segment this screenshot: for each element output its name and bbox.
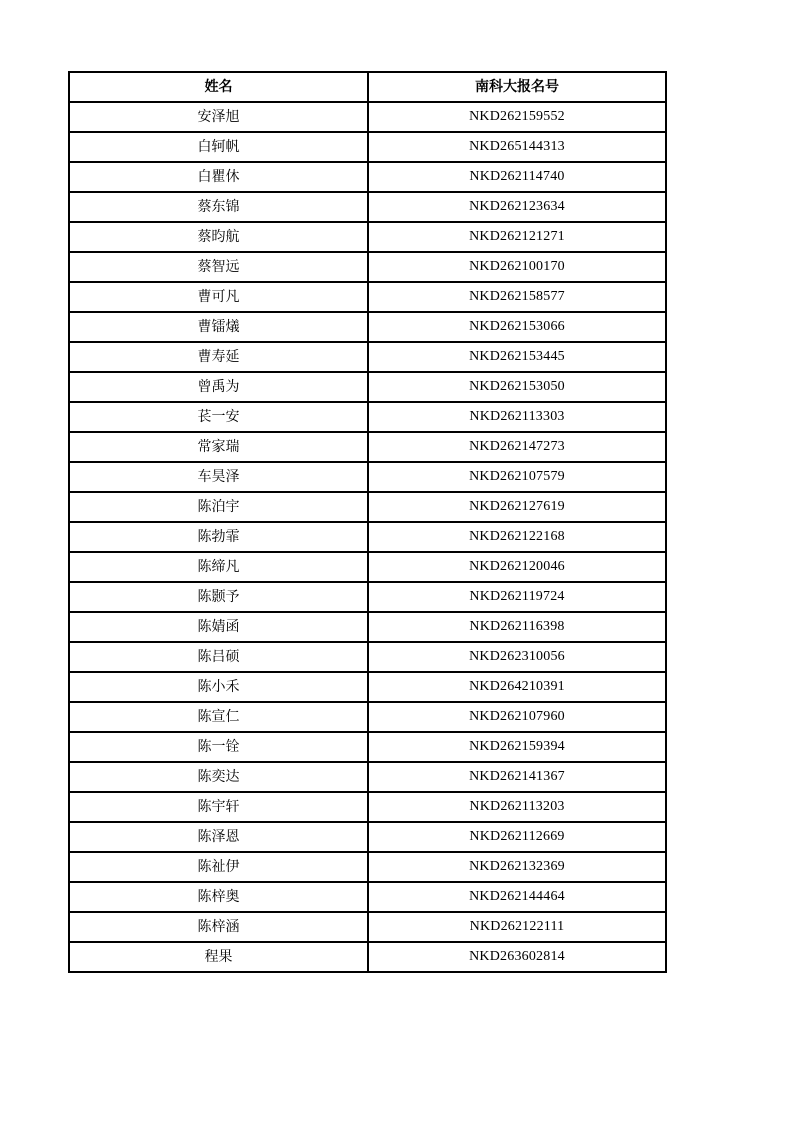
table-row xyxy=(69,252,666,282)
table-row xyxy=(69,672,666,702)
name-cell: 安泽旭 xyxy=(69,102,368,132)
registration-id-cell: NKD262120046 xyxy=(368,552,666,582)
name-cell: 陈吕硕 xyxy=(69,642,368,672)
table-row xyxy=(69,942,666,972)
table-row xyxy=(69,372,666,402)
name-cell: 陈颢予 xyxy=(69,582,368,612)
name-cell: 白瞿休 xyxy=(69,162,368,192)
registration-id-cell: NKD262119724 xyxy=(368,582,666,612)
registration-id-cell: NKD262310056 xyxy=(368,642,666,672)
table-row xyxy=(69,192,666,222)
name-cell: 蔡智远 xyxy=(69,252,368,282)
registration-id-cell: NKD262153445 xyxy=(368,342,666,372)
name-cell: 陈泊宇 xyxy=(69,492,368,522)
enrollment-table xyxy=(68,71,667,973)
table-row xyxy=(69,852,666,882)
name-cell: 陈泽恩 xyxy=(69,822,368,852)
registration-id-cell: NKD262114740 xyxy=(368,162,666,192)
table-row xyxy=(69,102,666,132)
registration-id-cell: NKD265144313 xyxy=(368,132,666,162)
registration-id-cell: NKD262153050 xyxy=(368,372,666,402)
registration-id-cell: NKD262159552 xyxy=(368,102,666,132)
name-cell: 陈一铨 xyxy=(69,732,368,762)
name-cell: 蔡昀航 xyxy=(69,222,368,252)
column-header-registration-id: 南科大报名号 xyxy=(368,72,666,102)
table-row xyxy=(69,702,666,732)
column-header-name: 姓名 xyxy=(69,72,368,102)
registration-id-cell: NKD262147273 xyxy=(368,432,666,462)
name-cell: 陈勃霏 xyxy=(69,522,368,552)
registration-id-cell: NKD262132369 xyxy=(368,852,666,882)
table-row xyxy=(69,282,666,312)
registration-id-cell: NKD262121271 xyxy=(368,222,666,252)
registration-id-cell: NKD262158577 xyxy=(368,282,666,312)
table-row xyxy=(69,762,666,792)
registration-id-cell: NKD262113203 xyxy=(368,792,666,822)
name-cell: 白轲帆 xyxy=(69,132,368,162)
registration-id-cell: NKD262112669 xyxy=(368,822,666,852)
table-row xyxy=(69,342,666,372)
table-row xyxy=(69,132,666,162)
table-row xyxy=(69,792,666,822)
table-row xyxy=(69,462,666,492)
registration-id-cell: NKD262107579 xyxy=(368,462,666,492)
name-cell: 陈宣仁 xyxy=(69,702,368,732)
table-row xyxy=(69,402,666,432)
table-row xyxy=(69,432,666,462)
table-row xyxy=(69,612,666,642)
table-row xyxy=(69,642,666,672)
registration-id-cell: NKD263602814 xyxy=(368,942,666,972)
name-cell: 陈梓涵 xyxy=(69,912,368,942)
table-row xyxy=(69,552,666,582)
name-cell: 陈梓奥 xyxy=(69,882,368,912)
registration-id-cell: NKD262122168 xyxy=(368,522,666,552)
registration-id-cell: NKD262122111 xyxy=(368,912,666,942)
registration-id-cell: NKD264210391 xyxy=(368,672,666,702)
name-cell: 曹可凡 xyxy=(69,282,368,312)
table-row xyxy=(69,882,666,912)
name-cell: 曹寿延 xyxy=(69,342,368,372)
registration-id-cell: NKD262153066 xyxy=(368,312,666,342)
table-row xyxy=(69,222,666,252)
table-row xyxy=(69,522,666,552)
registration-id-cell: NKD262141367 xyxy=(368,762,666,792)
table-row xyxy=(69,822,666,852)
name-cell: 陈缔凡 xyxy=(69,552,368,582)
registration-id-cell: NKD262113303 xyxy=(368,402,666,432)
name-cell: 苌一安 xyxy=(69,402,368,432)
registration-id-cell: NKD262100170 xyxy=(368,252,666,282)
table-row xyxy=(69,492,666,522)
registration-id-cell: NKD262127619 xyxy=(368,492,666,522)
name-cell: 车昊泽 xyxy=(69,462,368,492)
table-row xyxy=(69,162,666,192)
name-cell: 陈小禾 xyxy=(69,672,368,702)
registration-id-cell: NKD262107960 xyxy=(368,702,666,732)
table-row xyxy=(69,582,666,612)
name-cell: 程果 xyxy=(69,942,368,972)
name-cell: 陈婧函 xyxy=(69,612,368,642)
registration-id-cell: NKD262144464 xyxy=(368,882,666,912)
name-cell: 常家瑞 xyxy=(69,432,368,462)
name-cell: 陈宇轩 xyxy=(69,792,368,822)
name-cell: 曾禹为 xyxy=(69,372,368,402)
name-cell: 曹镭燨 xyxy=(69,312,368,342)
table-row xyxy=(69,912,666,942)
name-cell: 陈祉伊 xyxy=(69,852,368,882)
table-body xyxy=(69,102,666,972)
registration-id-cell: NKD262116398 xyxy=(368,612,666,642)
table-header-row xyxy=(69,72,666,102)
registration-id-cell: NKD262159394 xyxy=(368,732,666,762)
registration-id-cell: NKD262123634 xyxy=(368,192,666,222)
name-cell: 蔡东锦 xyxy=(69,192,368,222)
table-row xyxy=(69,312,666,342)
table-row xyxy=(69,732,666,762)
name-cell: 陈奕达 xyxy=(69,762,368,792)
